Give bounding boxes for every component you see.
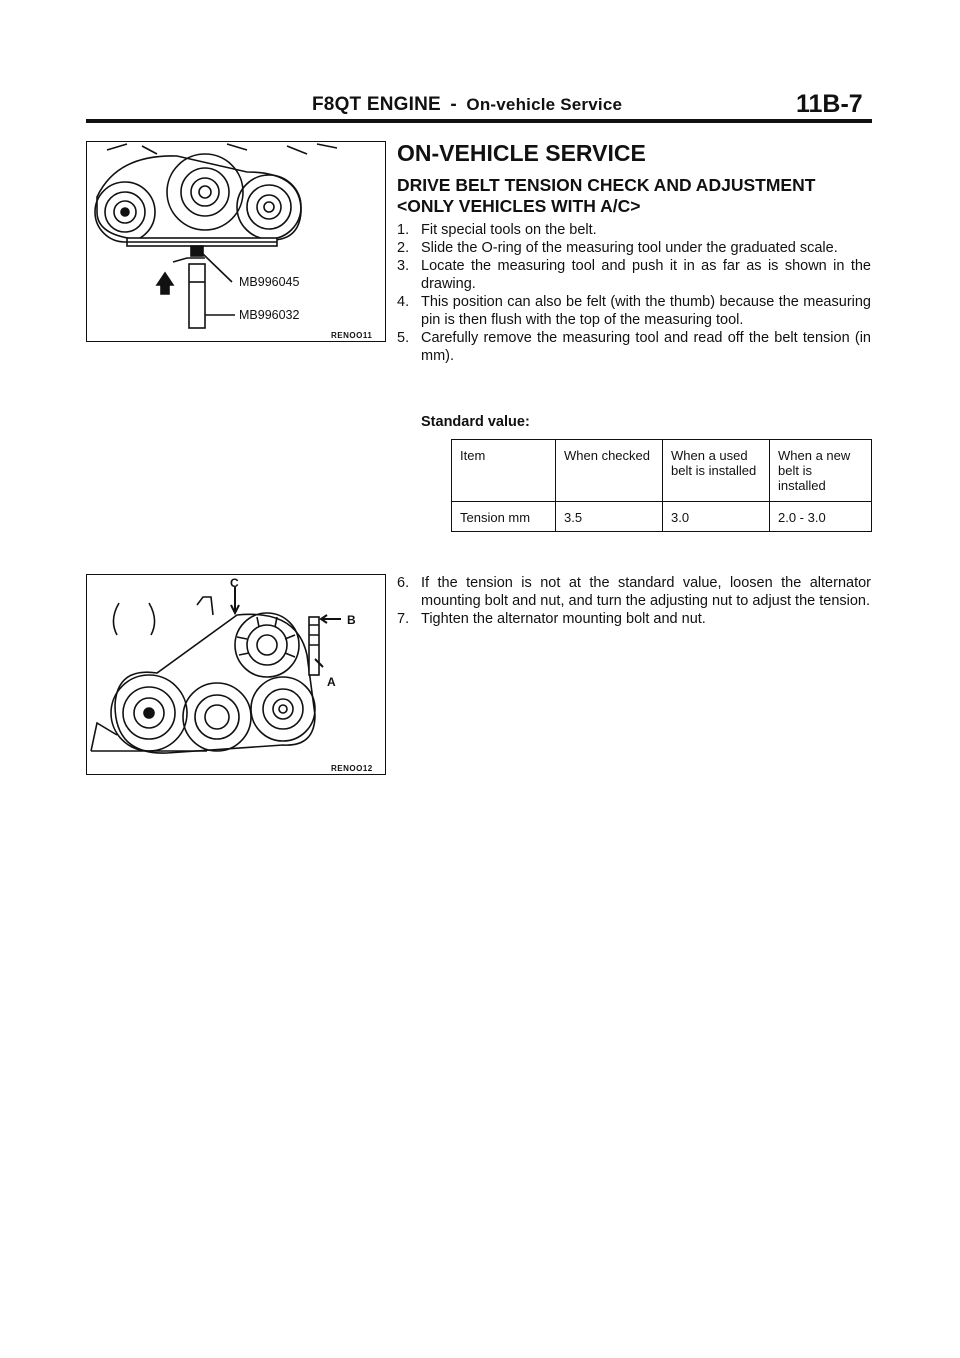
- figure-alternator-adjust: [86, 574, 386, 775]
- step-item: [397, 329, 871, 365]
- header-separator: -: [450, 94, 457, 115]
- page-header-title: [312, 94, 622, 116]
- step-number: 2.: [397, 240, 410, 256]
- step-text: This position can also be felt (with the thumb) because the measuring pin is then flush with the top of the measuring tool.: [421, 294, 871, 328]
- table-cell: 3.5: [556, 502, 663, 532]
- step-number: 6.: [397, 575, 410, 591]
- step-item: [397, 293, 871, 329]
- callout-b: B: [347, 613, 356, 627]
- step-number: 3.: [397, 258, 410, 274]
- procedure-steps-a: [397, 221, 871, 365]
- tension-tool-illustration: [87, 142, 386, 342]
- step-item: [397, 257, 871, 293]
- table-row: [452, 502, 872, 532]
- step-item: [397, 221, 871, 239]
- header-divider: [86, 119, 872, 123]
- step-text: Fit special tools on the belt.: [421, 222, 597, 238]
- figure-tension-tool: [86, 141, 386, 342]
- figure-code: RENOO12: [331, 764, 373, 773]
- callout-c: C: [230, 576, 239, 590]
- step-text: Locate the measuring tool and push it in as far as is shown in the drawing.: [421, 258, 871, 292]
- tool-label-mb996032: MB996032: [239, 308, 300, 322]
- step-number: 7.: [397, 611, 410, 627]
- subsection-title: DRIVE BELT TENSION CHECK AND ADJUSTMENT <ONLY VEHICLES WITH A/C>: [397, 175, 816, 216]
- step-number: 4.: [397, 294, 410, 310]
- section-title: ON-VEHICLE SERVICE: [397, 140, 646, 166]
- tool-label-mb996045: MB996045: [239, 275, 300, 289]
- table-header-cell: When a used belt is installed: [663, 440, 770, 502]
- table-header-cell: When checked: [556, 440, 663, 502]
- table-cell: Tension mm: [452, 502, 556, 532]
- table-header-cell: Item: [452, 440, 556, 502]
- header-engine-name: F8QT ENGINE: [312, 94, 441, 115]
- table-cell: 3.0: [663, 502, 770, 532]
- table-header-cell: When a new belt is installed: [770, 440, 872, 502]
- belt-tension-table: [451, 439, 872, 532]
- header-subtitle: On-vehicle Service: [466, 95, 623, 114]
- step-text: Tighten the alternator mounting bolt and nut.: [421, 611, 706, 627]
- step-text: Carefully remove the measuring tool and read off the belt tension (in mm).: [421, 330, 871, 364]
- table-cell: 2.0 - 3.0: [770, 502, 872, 532]
- step-item: [397, 610, 871, 628]
- standard-value-label: Standard value:: [421, 414, 530, 430]
- step-number: 1.: [397, 222, 410, 238]
- step-item: [397, 239, 871, 257]
- step-item: [397, 574, 871, 610]
- figure-code: RENOO11: [331, 331, 373, 340]
- step-text: Slide the O-ring of the measuring tool under the graduated scale.: [421, 240, 838, 256]
- table-header-row: [452, 440, 872, 502]
- page-number: 11B-7: [796, 90, 863, 118]
- alternator-illustration: [87, 575, 386, 775]
- callout-a: A: [327, 675, 336, 689]
- step-text: If the tension is not at the standard value, loosen the alternator mounting bolt and nut, and turn the adjusting nut to adjust the tension.: [421, 575, 871, 609]
- step-number: 5.: [397, 330, 410, 346]
- procedure-steps-b: [397, 574, 871, 628]
